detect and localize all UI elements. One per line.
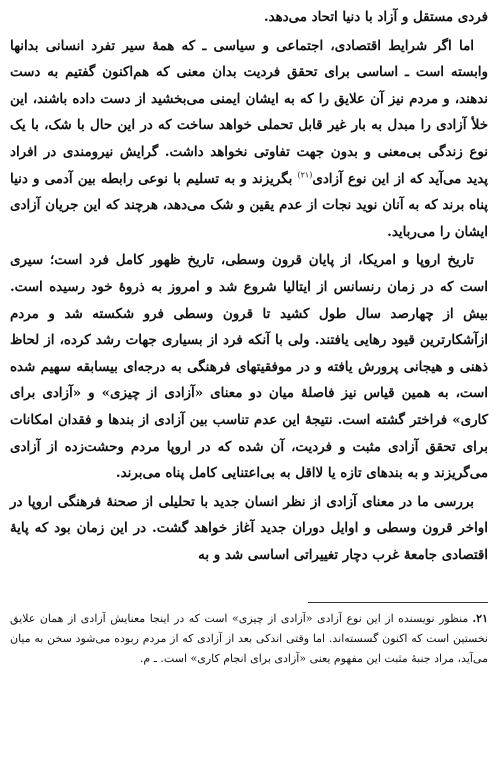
footnote (10, 609, 488, 669)
footnote-text: منظور نویسنده از این نوع آزادی «آزادی از چیزی» است که در اینجا معنایش آزادی از همان علایق نخستین است که اکنون گسسته‌اند. اما وقتی اندکی بعد از آزادی که از مردم ربوده می‌شود سخن به میان می‌آید، مراد جنبهٔ مثبت این مفهوم یعنی «آزادی برای انجام کاری» است. ـ م. (10, 612, 488, 666)
footnote-divider (308, 602, 488, 603)
paragraph-2-text-continued: بگریزند و به تسلیم با نوعی رابطه بین آدمی و دنیا پناه برند که به آنان نوید نجات از عدم یقین و شک می‌دهد، هرچند که این جریان آزادی ایشان را می‌رباید. (10, 170, 488, 240)
paragraph-2-text: اما اگر شرایط اقتصادی، اجتماعی و سیاسی ـ که همهٔ سیر تفرد انسانی بدانها وابسته است ـ اساسی برای تحقق فردیت بدان معنی که هم‌اکنون گفتیم به دست ندهند، و مردم نیز آن علایق را که به ایشان ایمنی می‌بخشید از دست داده باشند، این خلأ آزادی را مبدل به بار غیر قابل تحملی خواهد ساخت که در این حال با شک، با یک نوع زندگی بی‌معنی و بدون جهت تفاوتی نخواهد داشت. گرایش نیرومندی در افراد پدید می‌آید که از این نوع آزادی (10, 37, 488, 187)
footnote-number: ۲۱. (472, 612, 488, 626)
footnote-reference: (۲۱) (297, 170, 313, 180)
paragraph-1: فردی مستقل و آزاد با دنیا اتحاد می‌دهد. (263, 9, 488, 25)
paragraph-4: بررسی ما در معنای آزادی از نظر انسان جدید با تحلیلی از صحنهٔ فرهنگی اروپا در اواخر قرون وسطی و اوایل دوران جدید آغاز خواهد گشت. در این زمان بود که پایهٔ اقتصادی جامعهٔ غرب دچار تغییراتی اساسی شد و به (10, 493, 488, 563)
paragraph-3: تاریخ اروپا و امریکا، از پایان قرون وسطی، تاریخ ظهور کامل فرد است؛ سیری است که در زمان رنسانس از ایتالیا شروع شد و امروز به ذروهٔ خود رسیده است. بیش از چهارصد سال طول کشید تا قرون وسطی فرو شکسته شد و مردم ازآشکارترین قیود رهایی یافتند. ولی با آنکه فرد از بسیاری جهات رشد کرده، از لحاظ ذهنی و هیجانی پرورش یافته و در موفقیتهای فرهنگی به درجه‌ای بیسابقه سهیم شده است، به همین قیاس نیز فاصلهٔ میان دو معنای «آزادی از چیزی» و «آزادی برای کاری» فراختر گشته است. نتیجهٔ این عدم تناسب بین آزادی از بندها و فقدان امکانات برای تحقق آزادی مثبت و فردیت، آن شده که در اروپا مردم وحشت‌زده از آزادی می‌گریزند و به بندهای تازه یا لااقل به بی‌اعتنایی کامل پناه می‌برند. (10, 252, 488, 482)
body-text (10, 4, 488, 568)
paragraph-2 (10, 33, 488, 246)
